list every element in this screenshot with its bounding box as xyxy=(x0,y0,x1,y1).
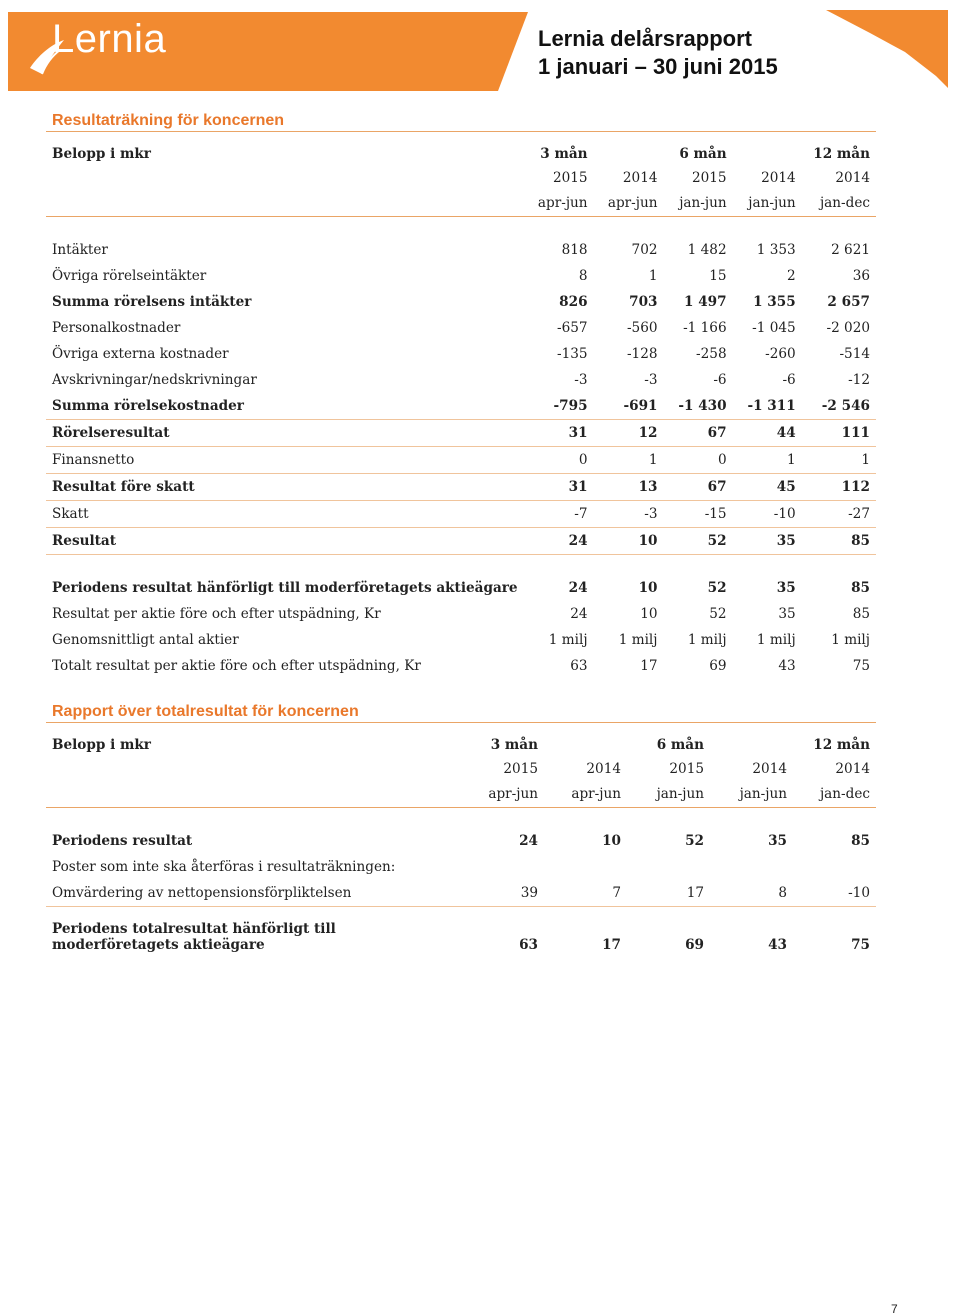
range-header: apr-jun xyxy=(544,781,627,808)
period-3m: 3 mån xyxy=(540,146,588,162)
total-header-years xyxy=(46,757,876,781)
cell-value: 52 xyxy=(709,606,727,622)
cell-value: 1 xyxy=(594,447,664,474)
row-label: Poster som inte ska återföras i resultaträkningen: xyxy=(52,859,396,875)
cell-value: -2 020 xyxy=(826,320,870,336)
total-title-rule xyxy=(46,722,876,723)
row-label: Summa rörelsens intäkter xyxy=(52,294,252,310)
income-statement-table xyxy=(46,142,876,679)
report-title-line1: Lernia delårsrapport xyxy=(538,26,752,51)
year-header: 2015 xyxy=(503,761,538,777)
total-income-title: Rapport över totalresultat för koncernen xyxy=(52,703,359,720)
table-row xyxy=(46,315,876,341)
row-label: Resultat före skatt xyxy=(46,474,524,501)
range-header: jan-jun xyxy=(627,781,710,808)
table-row xyxy=(46,653,876,679)
cell-value: 703 xyxy=(629,294,658,310)
row-label: Skatt xyxy=(46,501,524,528)
table-row xyxy=(46,447,876,474)
cell-value: 67 xyxy=(664,474,733,501)
row-label: Rörelseresultat xyxy=(46,420,524,447)
cell-value: 1 482 xyxy=(687,242,727,258)
cell-value: -6 xyxy=(782,372,796,388)
row-label: Avskrivningar/nedskrivningar xyxy=(52,372,257,388)
cell-value: 75 xyxy=(852,658,870,674)
cell-value: 63 xyxy=(519,937,538,953)
cell-value: 1 355 xyxy=(753,294,796,310)
range-header: jan-dec xyxy=(793,781,876,808)
row-label: Finansnetto xyxy=(46,447,524,474)
cell-value: 35 xyxy=(776,580,796,596)
table-row xyxy=(46,420,876,447)
table-row xyxy=(46,528,876,555)
row-label: Periodens resultat xyxy=(52,833,193,849)
row-label: Personalkostnader xyxy=(52,320,181,336)
cell-value: 2 657 xyxy=(827,294,870,310)
range-header: jan-jun xyxy=(710,781,793,808)
cell-value: 69 xyxy=(685,937,704,953)
cell-value: 10 xyxy=(594,528,664,555)
period-6m: 6 mån xyxy=(656,737,704,753)
cell-value: 85 xyxy=(851,833,870,849)
cell-value: 8 xyxy=(578,268,588,284)
cell-value: 7 xyxy=(544,880,627,907)
cell-value: 43 xyxy=(768,937,787,953)
total-header-ranges xyxy=(46,781,876,808)
cell-value: 1 milj xyxy=(687,632,727,648)
cell-value: -560 xyxy=(626,320,658,336)
cell-value: 1 353 xyxy=(756,242,796,258)
lernia-logo: Lernia xyxy=(52,17,167,61)
cell-value: 52 xyxy=(707,580,727,596)
cell-value: 111 xyxy=(802,420,876,447)
income-header-periods xyxy=(46,142,876,166)
cell-value: 31 xyxy=(524,420,594,447)
cell-value: 31 xyxy=(524,474,594,501)
table-row xyxy=(46,601,876,627)
cell-value: 17 xyxy=(602,937,621,953)
cell-value: 818 xyxy=(561,242,588,258)
cell-value: 1 xyxy=(648,268,658,284)
cell-value: -514 xyxy=(839,346,870,362)
row-label: Omvärdering av nettopensionsförpliktelsen xyxy=(46,880,461,907)
cell-value: 8 xyxy=(710,880,793,907)
year-header: 2015 xyxy=(691,170,727,186)
income-title-rule xyxy=(46,131,876,132)
cell-value: -1 311 xyxy=(733,393,802,420)
range-header: apr-jun xyxy=(524,190,594,217)
cell-value: 702 xyxy=(631,242,658,258)
cell-value: -3 xyxy=(574,372,588,388)
cell-value: 826 xyxy=(559,294,588,310)
cell-value: 52 xyxy=(685,833,704,849)
cell-value: 69 xyxy=(709,658,727,674)
cell-value: 24 xyxy=(524,528,594,555)
table-row xyxy=(46,575,876,601)
cell-value: -27 xyxy=(802,501,876,528)
table-row xyxy=(46,289,876,315)
table-row xyxy=(46,828,876,854)
cell-value: 35 xyxy=(733,528,802,555)
cell-value: 24 xyxy=(570,606,588,622)
cell-value: -6 xyxy=(713,372,727,388)
col-label: Belopp i mkr xyxy=(52,737,151,753)
cell-value: 43 xyxy=(778,658,796,674)
cell-value: 35 xyxy=(768,833,787,849)
row-label-line1: Periodens totalresultat hänförligt till xyxy=(52,921,336,937)
cell-value: -691 xyxy=(594,393,664,420)
period-12m: 12 mån xyxy=(813,737,870,753)
cell-value: 15 xyxy=(709,268,727,284)
range-header: jan-jun xyxy=(733,190,802,217)
cell-value: 10 xyxy=(638,580,658,596)
period-12m: 12 mån xyxy=(813,146,870,162)
row-label-line2: moderföretagets aktieägare xyxy=(52,937,265,953)
row-label: Övriga externa kostnader xyxy=(52,346,229,362)
cell-value: 0 xyxy=(664,447,733,474)
cell-value: -2 546 xyxy=(802,393,876,420)
cell-value: 24 xyxy=(568,580,588,596)
cell-value: 1 milj xyxy=(618,632,658,648)
cell-value: -128 xyxy=(626,346,658,362)
cell-value: 112 xyxy=(802,474,876,501)
table-row xyxy=(46,393,876,420)
cell-value: 44 xyxy=(733,420,802,447)
table-row xyxy=(46,907,876,958)
cell-value: -3 xyxy=(644,372,658,388)
cell-value: -1 430 xyxy=(664,393,733,420)
cell-value: 63 xyxy=(570,658,588,674)
row-label: Intäkter xyxy=(52,242,108,258)
year-header: 2014 xyxy=(761,170,796,186)
year-header: 2014 xyxy=(835,170,870,186)
row-label: Resultat xyxy=(46,528,524,555)
cell-value: 67 xyxy=(664,420,733,447)
cell-value: 0 xyxy=(524,447,594,474)
cell-value: 35 xyxy=(778,606,796,622)
cell-value: 45 xyxy=(733,474,802,501)
range-header: jan-dec xyxy=(802,190,876,217)
cell-value: 1 xyxy=(733,447,802,474)
page-number: 7 xyxy=(891,1302,898,1316)
report-title-line2: 1 januari – 30 juni 2015 xyxy=(538,54,778,79)
range-header: jan-jun xyxy=(664,190,733,217)
cell-value: -10 xyxy=(793,880,876,907)
row-label: Resultat per aktie före och efter utspädning, Kr xyxy=(52,606,381,622)
income-header-years xyxy=(46,166,876,190)
cell-value: 85 xyxy=(851,580,870,596)
cell-value: 10 xyxy=(640,606,658,622)
cell-value: 13 xyxy=(594,474,664,501)
cell-value: -1 045 xyxy=(752,320,796,336)
range-header: apr-jun xyxy=(461,781,544,808)
cell-value: 12 xyxy=(594,420,664,447)
cell-value: -795 xyxy=(524,393,594,420)
range-header: apr-jun xyxy=(594,190,664,217)
cell-value: -3 xyxy=(594,501,664,528)
cell-value: 36 xyxy=(852,268,870,284)
cell-value: 85 xyxy=(802,528,876,555)
table-row xyxy=(46,263,876,289)
cell-value: 1 xyxy=(802,447,876,474)
table-row xyxy=(46,880,876,907)
cell-value: -258 xyxy=(696,346,727,362)
cell-value: -260 xyxy=(765,346,796,362)
report-title xyxy=(538,25,778,81)
row-label: Periodens resultat hänförligt till moderföretagets aktieägare xyxy=(52,580,518,596)
income-statement-title: Resultaträkning för koncernen xyxy=(52,112,285,129)
cell-value: 17 xyxy=(640,658,658,674)
table-row xyxy=(46,474,876,501)
row-label: Övriga rörelseintäkter xyxy=(52,268,207,284)
cell-value: 85 xyxy=(852,606,870,622)
cell-value: 17 xyxy=(627,880,710,907)
cell-value: 39 xyxy=(461,880,544,907)
year-header: 2014 xyxy=(752,761,787,777)
cell-value: 52 xyxy=(664,528,733,555)
cell-value: 75 xyxy=(851,937,870,953)
cell-value: -1 166 xyxy=(683,320,727,336)
cell-value: -10 xyxy=(733,501,802,528)
cell-value: -657 xyxy=(557,320,588,336)
cell-value: -12 xyxy=(848,372,870,388)
row-label: Totalt resultat per aktie före och efter utspädning, Kr xyxy=(52,658,421,674)
table-row xyxy=(46,501,876,528)
table-row xyxy=(46,237,876,263)
total-income-table xyxy=(46,733,876,957)
table-row xyxy=(46,854,876,880)
year-header: 2014 xyxy=(835,761,870,777)
cell-value: 1 milj xyxy=(831,632,870,648)
cell-value: -15 xyxy=(664,501,733,528)
report-header xyxy=(0,0,960,100)
cell-value: -7 xyxy=(524,501,594,528)
table-row xyxy=(46,627,876,653)
cell-value: 2 xyxy=(787,268,796,284)
row-label xyxy=(46,907,461,958)
year-header: 2015 xyxy=(669,761,704,777)
year-header: 2014 xyxy=(622,170,658,186)
year-header: 2015 xyxy=(552,170,588,186)
cell-value: 1 milj xyxy=(756,632,796,648)
cell-value: 1 milj xyxy=(548,632,588,648)
row-label: Genomsnittligt antal aktier xyxy=(52,632,239,648)
cell-value: 24 xyxy=(519,833,538,849)
total-header-periods xyxy=(46,733,876,757)
period-3m: 3 mån xyxy=(490,737,538,753)
year-header: 2014 xyxy=(586,761,621,777)
cell-value: 2 621 xyxy=(831,242,870,258)
income-header-ranges xyxy=(46,190,876,217)
cell-value: 1 497 xyxy=(684,294,727,310)
table-row xyxy=(46,341,876,367)
row-label: Summa rörelsekostnader xyxy=(46,393,524,420)
col-label: Belopp i mkr xyxy=(52,146,151,162)
period-6m: 6 mån xyxy=(679,146,727,162)
cell-value: 10 xyxy=(602,833,621,849)
table-row xyxy=(46,367,876,393)
cell-value: -135 xyxy=(557,346,588,362)
